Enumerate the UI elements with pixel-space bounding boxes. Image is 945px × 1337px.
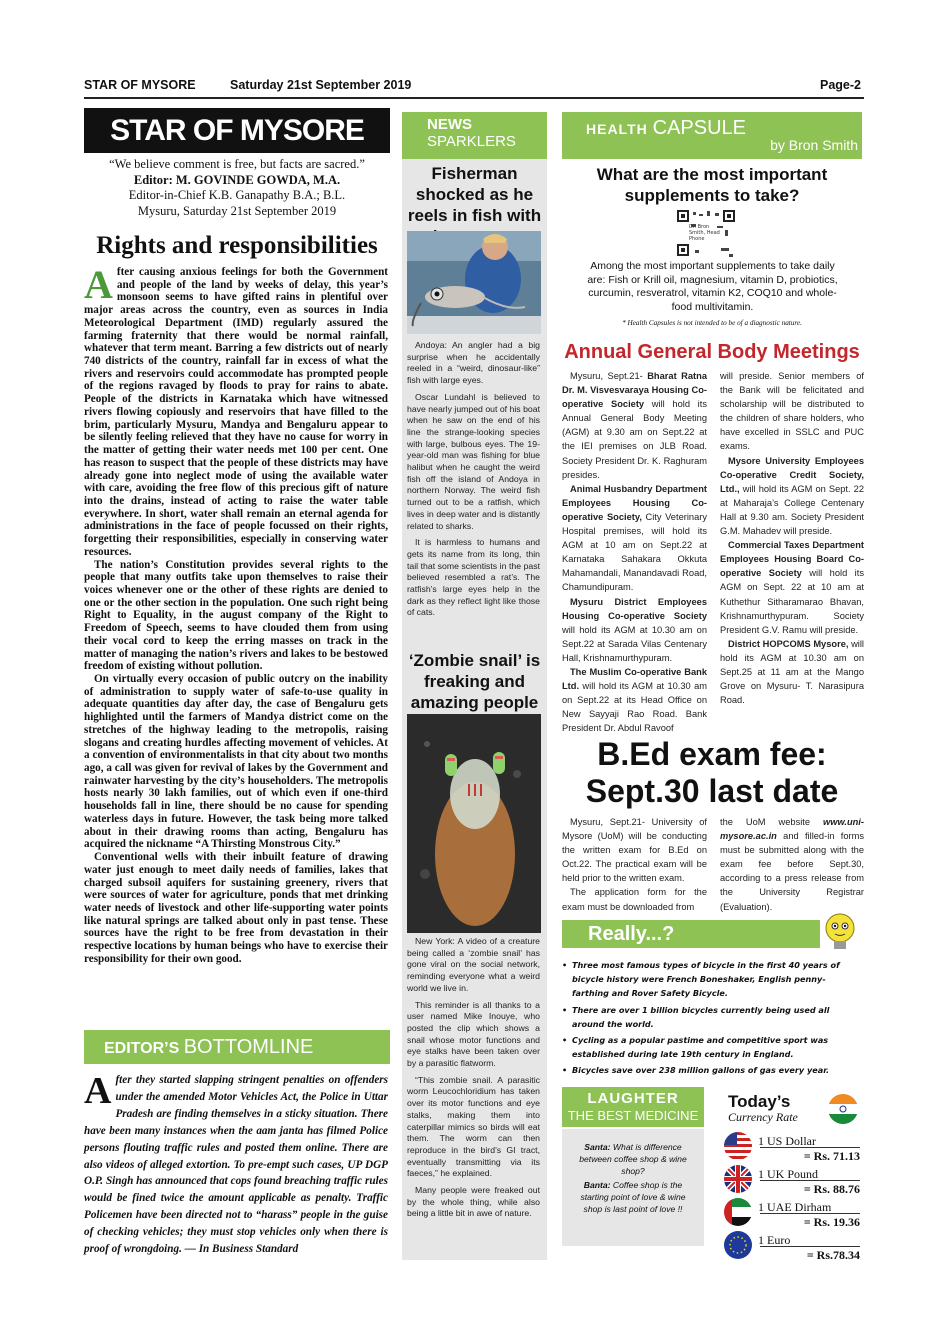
agm-left-2-bold: Mysuru District Employees Housing Co-operative Society — [562, 596, 707, 621]
agm-right-2-bold: Commercial Taxes Department Employees Housing Board Co-operative Society — [720, 540, 864, 579]
aed-name: 1 UAE Dirham — [758, 1200, 832, 1214]
agm-left-3-rest: will hold its AGM at 10.30 am on Sept.22 at its Head Office on New Sayyaji Rao Road. Bank President Dr. Abdul Ravoof — [562, 681, 707, 734]
fish-photo — [407, 231, 541, 334]
currency-title: Today’s — [728, 1092, 791, 1111]
health-banner — [562, 112, 862, 159]
agm-right-2-rest: will hold its AGM on Sept. 22 at 10 am at Kuthethur Sitharamarao Bhavan, Krishnamurthypuram. Society President G.V. Ramu will preside. — [720, 568, 864, 635]
bed-left-p1: Mysuru, Sept.21- University of Mysore (UoM) will be conducting the written exam for B.Ed on Oct.22. The practical exam will be held prior to the written exam. — [562, 817, 707, 884]
india-flag-image — [828, 1094, 858, 1124]
bed-left — [562, 815, 707, 914]
eur-value: = Rs.78.34 — [760, 1246, 860, 1263]
uk-flag-image — [724, 1165, 752, 1193]
agm-left-0 — [562, 369, 707, 482]
agm-left-2-rest: will hold its AGM at 10.30 am on Sept.22 at Sarada Vilas Centenary Hall, Krishnamurthypuram. — [562, 624, 707, 663]
bed-url: www.uni-mysore.ac.in — [720, 817, 864, 842]
sparkler-story-2 — [407, 936, 540, 1225]
laughter-label-a: LAUGHTER — [587, 1090, 679, 1107]
masthead-info — [84, 157, 390, 219]
dateline: Mysuru, Saturday 21st September 2019 — [137, 203, 337, 218]
sparkler-1-p1: Andoya: An angler had a big surprise when he accidentally reeled in a “weird, dinosaur-like” fish with large eyes. — [407, 340, 540, 386]
agm-title: Annual General Body Meetings — [564, 341, 860, 363]
eu-flag-image — [724, 1231, 752, 1259]
masthead-title: STAR OF MYSORE — [84, 108, 390, 153]
gbp-name: 1 UK Pound — [758, 1167, 819, 1181]
santa-line: What is difference between coffee shop & wine shop? — [579, 1142, 687, 1176]
agm-right-3 — [720, 637, 864, 707]
health-label-b: CAPSULE — [652, 117, 746, 139]
santa-name: Santa: — [584, 1142, 611, 1152]
editorial-p1: fter causing anxious feelings for both the Government and people of the land by weeks of delay, this year’s monsoon seems to have gifted rains in plentiful over major areas across the country, even as sources in India Meteorological Department (IMD) regularly assured the farming fraternity that there would be normal rainfall, whatever that term meant. Barring a few districts out of nearly 740 districts of the country, rainfall far in excess of what the rivers and reservoirs could accommodate has prompted people of the regions ravaged by floods to pray for rains to abate. People of the districts in Karnataka which have witnessed rivers flowing copiously and reservoirs that have filled to the brim, particularly Mysuru, Mandya and Bengaluru appear to be silently feeling relieved that they have no cause for worry in the matter of getting their water needs met 100 per cent. One has reason to suspect that the people of these districts may have already gone into neglect mode of using the available water with care, avoiding the free flow of this precious gift of nature into the drains, instead of acting to raise the water table everywhere. In short, water shall remain an eternal agenda for administrations in the face of people focussed on their rights, forgetting their responsibilities, especially in conserving water resources. — [84, 266, 388, 558]
health-byline: by Bron Smith — [770, 137, 858, 153]
joke-santa — [570, 1141, 696, 1177]
sparkler-2-p4: Many people were freaked out by the whole thing, while also being a little bit in awe of nature. — [407, 1185, 540, 1219]
agm-left-0-rest: will hold its Annual General Body Meeting (AGM) at 9.30 am on Sept.22 at the IEI premises on JLB Road. Society President Dr. K. Raghuram presides. — [562, 399, 707, 480]
really-facts — [562, 958, 862, 1080]
header-rule — [84, 97, 864, 99]
qr-code — [677, 210, 735, 258]
bulb-icon-image — [818, 910, 862, 954]
snail-photo-image — [407, 714, 541, 933]
health-question: What are the most important supplements to take? — [596, 165, 828, 205]
bed-right — [720, 815, 864, 914]
health-note: * Health Capsules is not intended to be of a diagnostic nature. — [622, 319, 802, 327]
usd-name: 1 US Dollar — [758, 1134, 816, 1148]
health-answer: Among the most important supplements to take daily are: Fish or Krill oil, magnesium, vitamin D, probiotics, curcumin, resveratrol, vitamin K2, COQ10 and whole-food multivitamin. — [587, 260, 838, 313]
currency-row-usd — [724, 1132, 862, 1164]
sparkler-headline-2: ‘Zombie snail’ is freaking and amazing people — [408, 651, 541, 712]
sparkler-2-p1: New York: A video of a creature being called a ‘zombie snail’ has gone viral on the social network, reminding everyone what a weird world we live in. — [407, 936, 540, 993]
gbp-value: = Rs. 88.76 — [760, 1180, 860, 1197]
agm-left-0-bold: Bharat Ratna Dr. M. Visvesvaraya Housing Co-operative Society — [562, 371, 707, 410]
header-paper: STAR OF MYSORE — [84, 78, 196, 92]
usd-value: = Rs. 71.13 — [760, 1147, 860, 1164]
sparklers-banner — [402, 112, 547, 159]
bottomline-label-a: EDITOR’S — [104, 1040, 184, 1057]
fact-item: • Bicycles save over 238 million gallons of gas every year. — [562, 1063, 862, 1077]
editorial-p4: Conventional wells with their inbuilt feature of drawing water just enough to meet daily needs of families, lakes that charged subsoil aquifers for sustaining greenery, rivers that were sources of water for agriculture, ponds that met drinking water needs of livestock and other life-supporting water points like natural springs are talked about only in past tense. These sources have the right to be free from devastation in their respective locations by human beings who have to exercise their responsibility for their own good. — [84, 851, 388, 965]
currency-subtitle: Currency Rate — [728, 1110, 798, 1124]
agm-left-3 — [562, 665, 707, 735]
agm-right-column — [720, 369, 864, 707]
agm-left-1 — [562, 482, 707, 595]
fish-photo-image — [407, 231, 541, 334]
joke-banta — [570, 1179, 696, 1215]
agm-right-1-bold: Mysore University Employees Co-operative Credit Society, Ltd., — [720, 455, 864, 494]
bottomline-text: fter they started slapping stringent penalties on offenders under the amended Motor Vehicles Act, the Police in Uttar Pradesh are finding themselves in a sticky situation. There have been many instances when the aam janta has filmed Police persons flouting traffic rules and posted them online. There are also videos of alleged extortion. To pre-empt such cases, UP DGP O.P. Singh has announced that cops found breaching traffic rules would be fined twice the amount applicable as penalty. Traffic Policemen have been directed not to “harass” people in the guise of checking vehicles; they must stop vehicles only when there is proof of wrongdoing. — In Business Standard — [84, 1074, 388, 1256]
agm-right-3-rest: will hold its AGM at 10.30 am on Sept.25 at 11 am at the Mango Grove on Mysuru- T. Narasipura Road. — [720, 638, 864, 706]
agm-right-2 — [720, 538, 864, 637]
laughter-joke — [562, 1129, 704, 1246]
agm-right-1 — [720, 454, 864, 539]
bed-left-p2: The application form for the exam must be downloaded from — [562, 887, 707, 912]
uae-flag-image — [724, 1198, 752, 1226]
currency-row-gbp — [724, 1165, 862, 1197]
really-banner: Really...? — [562, 920, 820, 948]
currency-row-eur — [724, 1231, 862, 1263]
agm-left-1-rest: City Veterinary Hospital premises, will hold its AGM at 10 am on Sept.22 at Karnataka Sahakara Okkuta Mahamandali, Manandavadi Road, Chamundipuram. — [562, 511, 707, 593]
sparklers-label-b: SPARKLERS — [427, 133, 516, 150]
agm-right-3-bold: District HOPCOMS Mysore, — [728, 638, 849, 649]
agm-left-1-bold: Animal Husbandry Department Employees Housing Co-operative Society, — [562, 483, 707, 522]
currency-box — [722, 1090, 862, 1262]
bulb-icon — [818, 910, 862, 954]
banta-line: Coffee shop is the starting point of love & wine shop is last point of love !! — [580, 1180, 686, 1214]
fact-item: • Cycling as a popular pastime and competitive sport was established during late 19th century in England. — [562, 1033, 862, 1061]
india-flag-icon — [828, 1094, 858, 1124]
motto: “We believe comment is free, but facts are sacred.” — [109, 157, 365, 171]
snail-photo — [407, 714, 541, 933]
editor-in-chief: Editor-in-Chief K.B. Ganapathy B.A.; B.L. — [128, 188, 346, 202]
us-flag-icon — [724, 1132, 752, 1160]
editorial-headline: Rights and responsibilities — [96, 232, 378, 259]
currency-row-aed — [724, 1198, 862, 1230]
aed-value: = Rs. 19.36 — [760, 1213, 860, 1230]
agm-right-1-rest: will hold its AGM on Sept. 22 at Maharaja’s College Centenary Hall at 9.30 am. Society President G.M. Mahadev will preside. — [720, 483, 864, 537]
agm-left-3-bold: The Muslim Co-operative Bank Ltd. — [562, 666, 707, 692]
bed-right-a: the UoM website — [720, 817, 824, 827]
agm-right-0: will preside. Senior members of the Bank will be felicitated and scholarship will be distributed to the children of share holders, who have excelled in SSLC and PUC exams. — [720, 371, 864, 452]
us-flag-image — [724, 1132, 752, 1160]
drop-cap: A — [84, 262, 113, 307]
uae-flag-icon — [724, 1198, 752, 1226]
fact-item: • There are over 1 billion bicycles currently being used all around the world. — [562, 1003, 862, 1031]
bed-right-b: and filled-in forms must be submitted along with the exam fee before Sept.30, according to a press release from the University Registrar (Evaluation). — [720, 831, 864, 912]
header-date: Saturday 21st September 2019 — [230, 78, 412, 92]
editor: Editor: M. GOVINDE GOWDA, M.A. — [133, 172, 341, 187]
qr-caption: Dr. Bron Smith, Head Phone — [689, 224, 720, 242]
laughter-banner — [562, 1087, 704, 1127]
health-label-a: HEALTH — [586, 121, 653, 137]
agm-left-column — [562, 369, 707, 735]
banta-name: Banta: — [583, 1180, 611, 1190]
editorial-body — [84, 262, 388, 966]
editorial-p3: On virtually every occasion of public outcry on the inability of administration to supply water of safe-to-use quality in adequate quantities day after day, the case of Bengaluru gets highlighted until the farmers of Mandya district come on the stretches of the highway leading to the metropolis, raising slogans and creating hurdles affecting movement of vehicles. At a convention of environmentalists in that city about two months ago, a call was given for revival of lakes by the Government and rainwater harvesting by the city’s householders. The metropolis hosts nearly 30 lakh families, out of which even if one-third households fall in line, there should be no cause for spending waterless days in future. However, the task being more talked about in their drawing rooms than acting, Bengaluru has acquired the nickname “A Thirsting Monstrous City.” — [84, 673, 388, 851]
fact-item: • Three most famous types of bicycle in the first 40 years of bicycle history were French Boneshaker, English penny-farthing and Rover Safety Bicycle. — [562, 958, 862, 1001]
laughter-label-b: THE BEST MEDICINE — [567, 1108, 699, 1123]
sparkler-story-1 — [407, 340, 540, 624]
sparkler-1-p3: It is harmless to humans and gets its name from its long, thin tail that some scientists in the past believed resembled a rat’s. The ratfish’s large eyes help in the dark as they reflect light like those of cats. — [407, 537, 540, 618]
editorial-p2: The nation’s Constitution provides several rights to the people that many outfits take upon themselves to raise their voices whenever one or the other of these rights are denied to one or the other section in the population. One such right being Right to Equality, in the august company of the Right to Freedom of Speech, seems to have clouded them from using their vocal cord to keep the erring masses on track in the matter of managing the nation’s rivers and lakes to be bestowed freedom of existing without pollution. — [84, 558, 388, 673]
agm-left-2 — [562, 595, 707, 665]
sparkler-headline-1: Fisherman shocked as he reels in fish with — [407, 164, 542, 225]
sparkler-2-p3: “This zombie snail. A parasitic worm Leucochloridium has taken over its motor functions and eye stalks, making them into caterpillar mimics so birds will eat them. The worm can then reproduce in the bird’s GI tract, eventually transmitting via its faeces,” he explained. — [407, 1074, 540, 1179]
bed-title: B.Ed exam fee: Sept.30 last date — [585, 736, 839, 809]
bottomline-drop-cap: A — [84, 1070, 112, 1112]
bottomline-banner — [84, 1030, 390, 1064]
eur-name: 1 Euro — [758, 1233, 791, 1247]
agm-left-0-lead: Mysuru, Sept.21- — [570, 371, 648, 381]
header-page: Page-2 — [820, 78, 861, 92]
uk-flag-icon — [724, 1165, 752, 1193]
sparkler-2-p2: This reminder is all thanks to a user named Mike Inouye, who posted the clip which shows a snail whose motor functions and eye stalks have been taken over by a parasitic flatworm. — [407, 999, 540, 1069]
sparkler-1-p2: Oscar Lundahl is believed to have nearly jumped out of his boat when he saw on the end of his line the strange-looking species with large, bulbous eyes. The 19-year-old man was fishing for blue halibut when he caught the weird fish off the island of Andoya in northern Norway. The weird fish turned out to be a ratfish, which lives in deep water and is distantly related to sharks. — [407, 391, 540, 531]
bottomline-body — [84, 1072, 388, 1258]
bottomline-label-b: BOTTOMLINE — [183, 1036, 314, 1058]
sparklers-label-a: NEWS — [427, 116, 472, 133]
eu-flag-icon — [724, 1231, 752, 1259]
